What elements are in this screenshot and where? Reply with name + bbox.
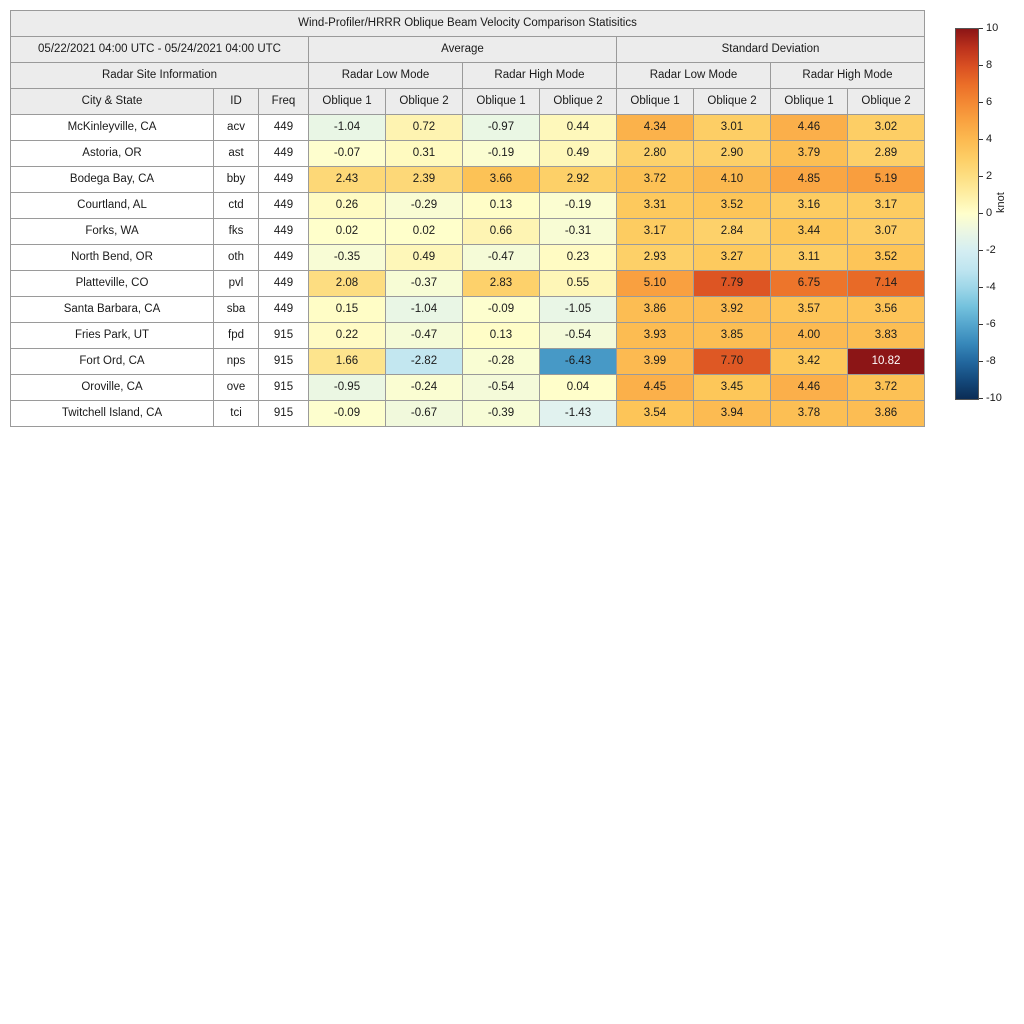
cell-city: Santa Barbara, CA [11,297,214,323]
cell-value: 3.02 [848,115,925,141]
cell-id: fpd [214,323,259,349]
table-row [11,141,925,167]
cell-id: tci [214,401,259,427]
cell-value: 0.55 [540,271,617,297]
cell-freq: 449 [259,193,309,219]
cell-value: -0.35 [309,245,386,271]
stats-table [10,10,925,427]
col-freq: Freq [259,89,309,115]
mode-std-high: Radar High Mode [771,63,925,89]
cell-value: 0.72 [386,115,463,141]
colorbar-gradient [955,28,979,400]
cell-value: -1.04 [309,115,386,141]
cell-id: oth [214,245,259,271]
cell-freq: 449 [259,245,309,271]
colorbar-tick-label: 10 [979,22,998,34]
cell-freq: 449 [259,141,309,167]
cell-value: 3.07 [848,219,925,245]
group-stddev: Standard Deviation [617,37,925,63]
cell-city: Oroville, CA [11,375,214,401]
colorbar-tick-label: -8 [979,355,996,367]
cell-id: pvl [214,271,259,297]
cell-value: -0.47 [386,323,463,349]
cell-value: 2.93 [617,245,694,271]
cell-value: -1.43 [540,401,617,427]
cell-value: 2.43 [309,167,386,193]
colorbar-tick-label: -2 [979,244,996,256]
cell-value: -0.09 [309,401,386,427]
cell-city: Forks, WA [11,219,214,245]
cell-id: ove [214,375,259,401]
col-obl1-avg-low: Oblique 1 [309,89,386,115]
group-average: Average [309,37,617,63]
table-mode-row [11,63,925,89]
table-row [11,219,925,245]
cell-value: 3.83 [848,323,925,349]
cell-value: 3.27 [694,245,771,271]
colorbar-tick-label: 2 [979,170,992,182]
cell-city: Platteville, CO [11,271,214,297]
colorbar-tick-label: -6 [979,318,996,330]
col-obl1-std-high: Oblique 1 [771,89,848,115]
cell-value: 3.45 [694,375,771,401]
cell-value: 0.22 [309,323,386,349]
cell-value: -0.97 [463,115,540,141]
cell-value: 3.17 [617,219,694,245]
cell-value: 10.82 [848,349,925,375]
col-obl1-std-low: Oblique 1 [617,89,694,115]
table-title-row [11,11,925,37]
cell-city: Fries Park, UT [11,323,214,349]
page-title: Wind-Profiler/HRRR Oblique Beam Velocity Comparison Statisitics [11,11,925,37]
cell-value: 7.79 [694,271,771,297]
stats-table-container [10,10,925,427]
cell-id: ctd [214,193,259,219]
cell-value: 3.72 [848,375,925,401]
table-row [11,115,925,141]
cell-value: 3.94 [694,401,771,427]
cell-value: 3.31 [617,193,694,219]
cell-freq: 915 [259,401,309,427]
cell-city: Twitchell Island, CA [11,401,214,427]
cell-value: -6.43 [540,349,617,375]
cell-value: 3.66 [463,167,540,193]
cell-value: 4.46 [771,375,848,401]
cell-value: -0.19 [463,141,540,167]
cell-value: -1.05 [540,297,617,323]
col-id: ID [214,89,259,115]
cell-value: 2.39 [386,167,463,193]
cell-value: 3.57 [771,297,848,323]
period-label: 05/22/2021 04:00 UTC - 05/24/2021 04:00 UTC [11,37,309,63]
table-row [11,167,925,193]
cell-value: 3.17 [848,193,925,219]
table-row [11,245,925,271]
cell-value: 3.99 [617,349,694,375]
cell-value: 4.10 [694,167,771,193]
cell-value: 2.08 [309,271,386,297]
cell-value: 3.93 [617,323,694,349]
cell-value: 0.13 [463,323,540,349]
table-body [11,115,925,427]
cell-value: -0.39 [463,401,540,427]
cell-value: 4.00 [771,323,848,349]
table-row [11,375,925,401]
colorbar-ticks [979,22,1019,404]
cell-value: 0.23 [540,245,617,271]
cell-city: Fort Ord, CA [11,349,214,375]
cell-value: 5.19 [848,167,925,193]
mode-avg-high: Radar High Mode [463,63,617,89]
cell-value: -0.47 [463,245,540,271]
cell-freq: 449 [259,219,309,245]
cell-value: -0.67 [386,401,463,427]
col-obl2-avg-low: Oblique 2 [386,89,463,115]
cell-value: 0.66 [463,219,540,245]
cell-value: -0.07 [309,141,386,167]
cell-value: 3.52 [848,245,925,271]
cell-value: 7.14 [848,271,925,297]
cell-value: 5.10 [617,271,694,297]
cell-value: 3.86 [848,401,925,427]
cell-value: 2.92 [540,167,617,193]
cell-value: -0.28 [463,349,540,375]
cell-value: 0.02 [309,219,386,245]
colorbar-tick-label: -10 [979,392,1002,404]
cell-freq: 915 [259,349,309,375]
cell-id: nps [214,349,259,375]
col-city: City & State [11,89,214,115]
cell-value: 2.84 [694,219,771,245]
col-obl2-std-low: Oblique 2 [694,89,771,115]
cell-value: 0.04 [540,375,617,401]
cell-value: 0.44 [540,115,617,141]
cell-value: -0.24 [386,375,463,401]
cell-id: sba [214,297,259,323]
table-column-header-row [11,89,925,115]
cell-city: Bodega Bay, CA [11,167,214,193]
cell-value: 7.70 [694,349,771,375]
cell-value: 3.52 [694,193,771,219]
cell-value: 3.78 [771,401,848,427]
cell-value: 3.86 [617,297,694,323]
cell-id: bby [214,167,259,193]
mode-avg-low: Radar Low Mode [309,63,463,89]
cell-id: fks [214,219,259,245]
cell-value: 0.15 [309,297,386,323]
cell-freq: 915 [259,323,309,349]
cell-value: 0.49 [540,141,617,167]
cell-value: -0.31 [540,219,617,245]
cell-value: 4.46 [771,115,848,141]
cell-id: ast [214,141,259,167]
cell-freq: 449 [259,167,309,193]
col-obl2-std-high: Oblique 2 [848,89,925,115]
cell-value: 0.13 [463,193,540,219]
cell-value: 3.72 [617,167,694,193]
table-row [11,323,925,349]
col-obl2-avg-high: Oblique 2 [540,89,617,115]
colorbar-tick-label: 4 [979,133,992,145]
cell-value: 3.85 [694,323,771,349]
cell-id: acv [214,115,259,141]
cell-city: North Bend, OR [11,245,214,271]
colorbar-tick-label: 0 [979,207,992,219]
mode-std-low: Radar Low Mode [617,63,771,89]
cell-value: 3.79 [771,141,848,167]
cell-value: 4.45 [617,375,694,401]
cell-value: 3.44 [771,219,848,245]
cell-value: 2.90 [694,141,771,167]
cell-value: 3.92 [694,297,771,323]
cell-value: 2.83 [463,271,540,297]
cell-city: Courtland, AL [11,193,214,219]
cell-value: 3.01 [694,115,771,141]
cell-freq: 915 [259,375,309,401]
cell-value: 0.49 [386,245,463,271]
cell-value: 0.26 [309,193,386,219]
cell-value: 6.75 [771,271,848,297]
cell-value: -0.54 [463,375,540,401]
cell-value: -2.82 [386,349,463,375]
cell-value: 2.89 [848,141,925,167]
cell-value: -0.19 [540,193,617,219]
cell-value: 0.31 [386,141,463,167]
cell-value: 1.66 [309,349,386,375]
cell-value: -0.29 [386,193,463,219]
cell-value: 3.11 [771,245,848,271]
table-group-row [11,37,925,63]
table-row [11,271,925,297]
table-row [11,193,925,219]
cell-freq: 449 [259,297,309,323]
cell-city: Astoria, OR [11,141,214,167]
cell-value: 3.42 [771,349,848,375]
cell-value: 4.34 [617,115,694,141]
cell-city: McKinleyville, CA [11,115,214,141]
cell-value: 3.16 [771,193,848,219]
cell-value: -1.04 [386,297,463,323]
cell-value: 0.02 [386,219,463,245]
cell-value: 3.54 [617,401,694,427]
colorbar-tick-label: 8 [979,59,992,71]
cell-value: 2.80 [617,141,694,167]
table-row [11,349,925,375]
cell-value: -0.95 [309,375,386,401]
colorbar-label: knot [995,192,1007,213]
colorbar-tick-label: 6 [979,96,992,108]
colorbar-tick-label: -4 [979,281,996,293]
table-row [11,401,925,427]
cell-freq: 449 [259,115,309,141]
cell-value: -0.54 [540,323,617,349]
table-row [11,297,925,323]
cell-value: -0.09 [463,297,540,323]
cell-value: 3.56 [848,297,925,323]
group-site-info: Radar Site Information [11,63,309,89]
col-obl1-avg-high: Oblique 1 [463,89,540,115]
cell-freq: 449 [259,271,309,297]
cell-value: 4.85 [771,167,848,193]
cell-value: -0.37 [386,271,463,297]
